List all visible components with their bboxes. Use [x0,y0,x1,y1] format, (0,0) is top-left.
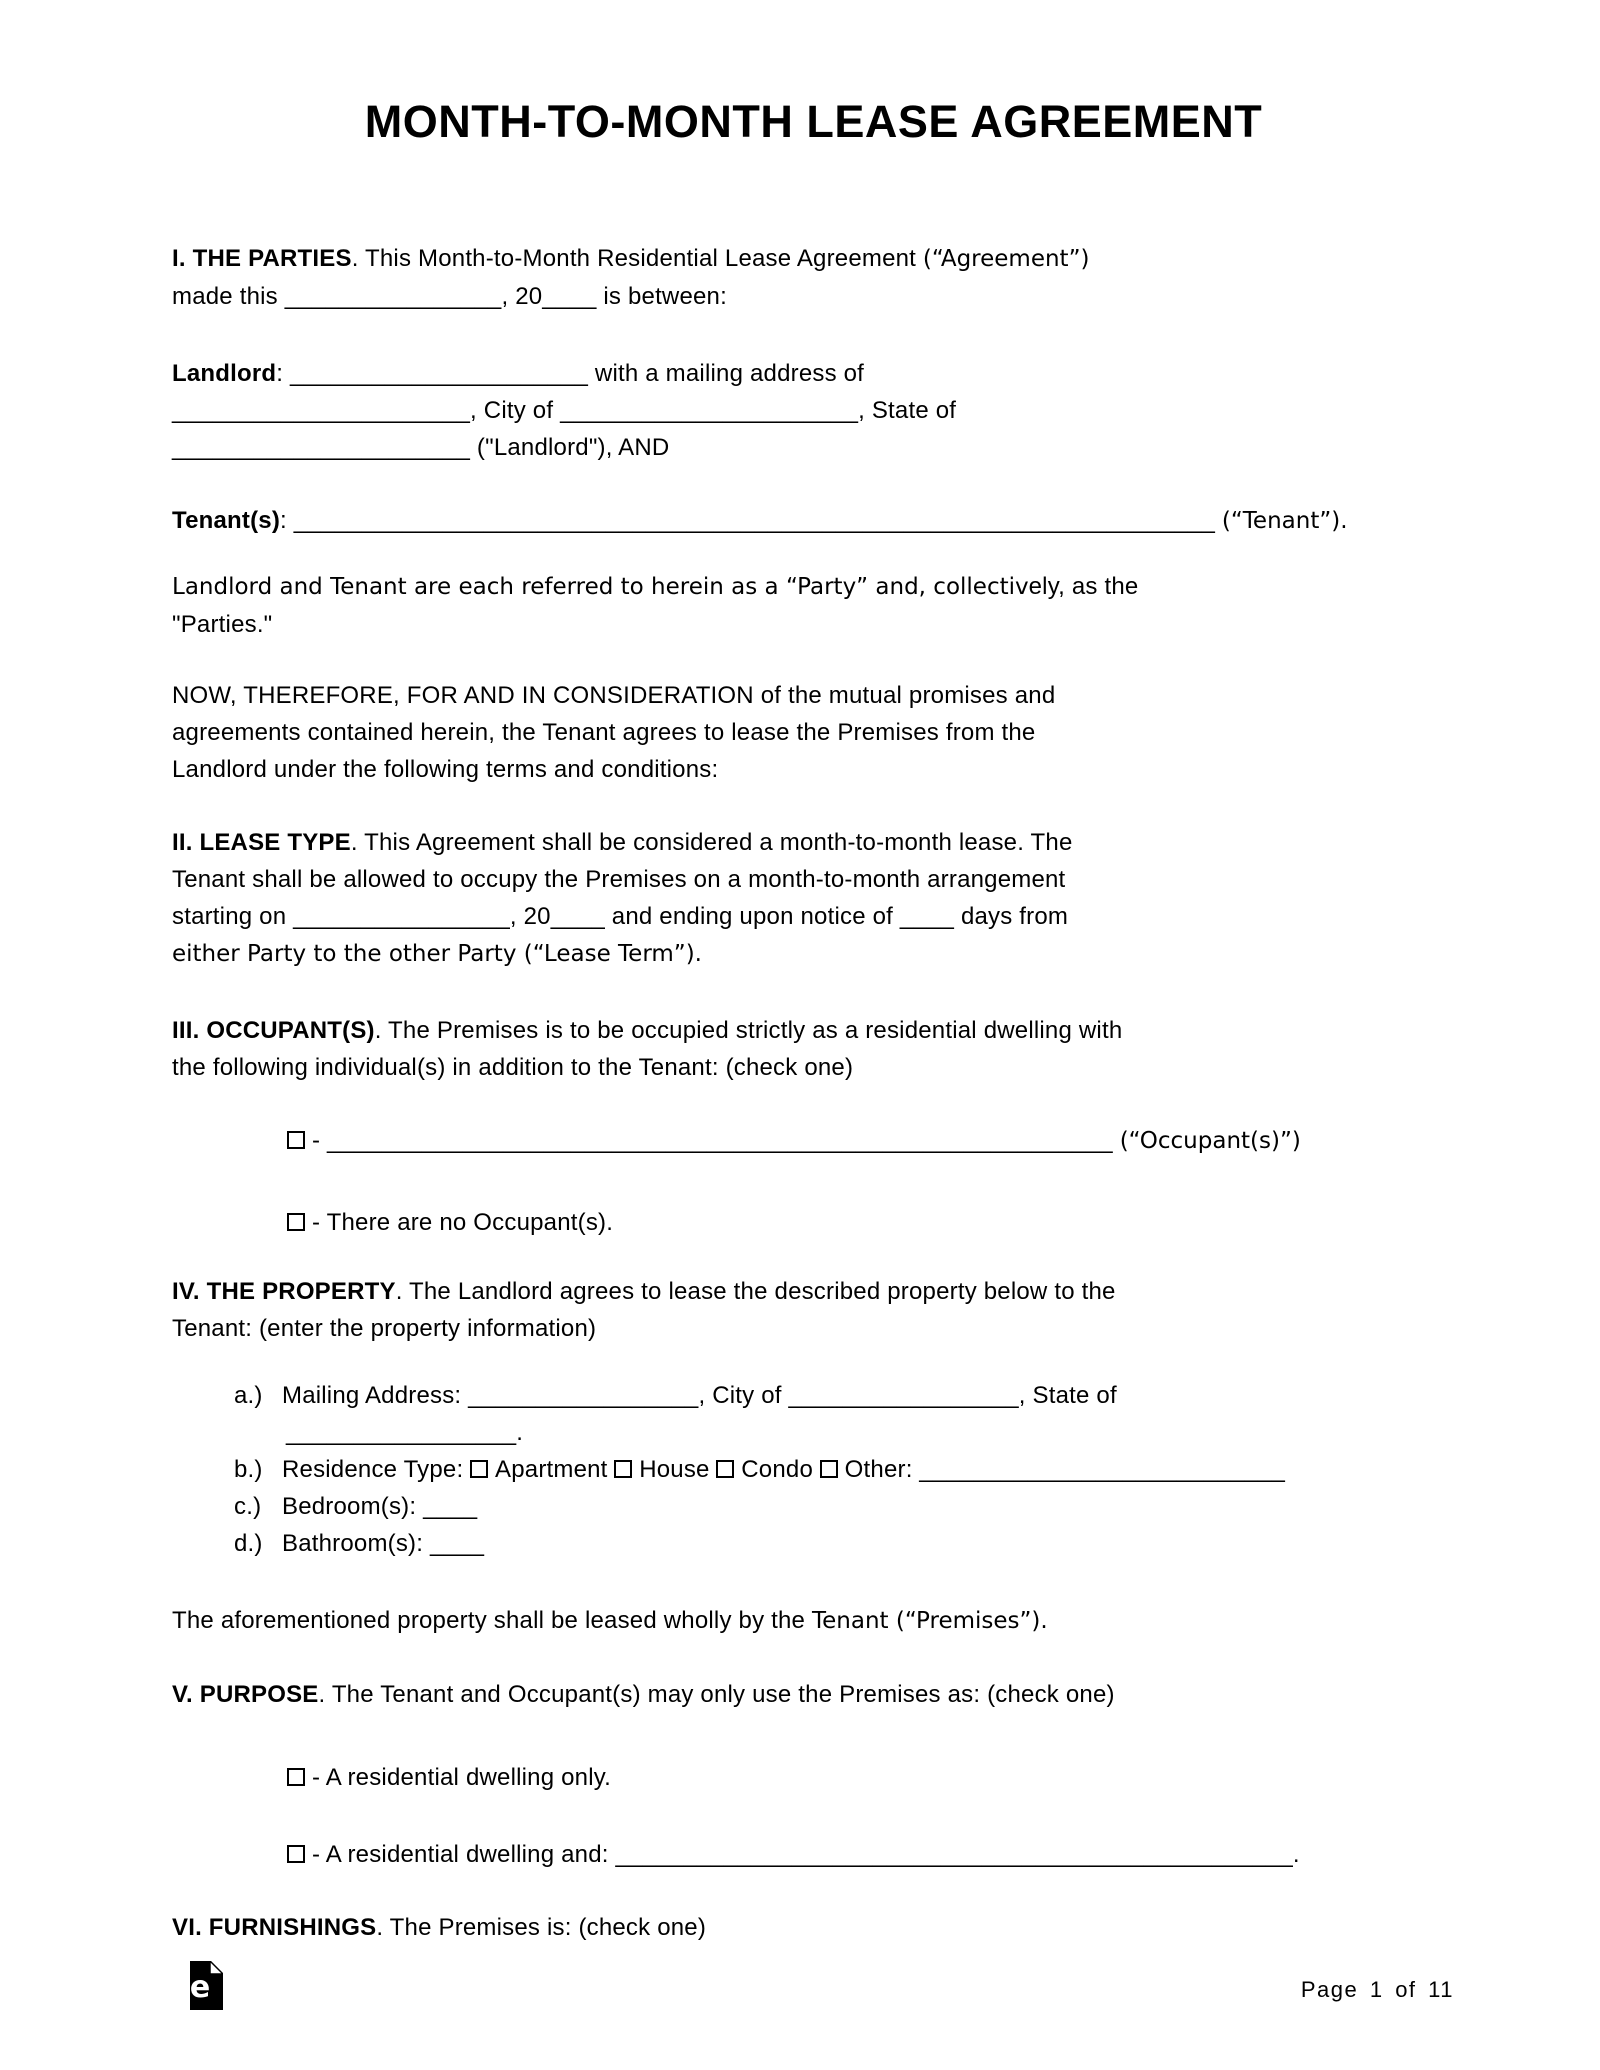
occupants-heading: III. OCCUPANT(S) [172,1017,375,1044]
occupant-checkbox[interactable] [287,1131,305,1149]
other-blank: ___________________________ [919,1456,1286,1483]
other-checkbox[interactable] [820,1460,838,1478]
landlord-state-blank: ______________________ ("Landlord"), AND [172,434,670,461]
consideration-clause [172,677,1455,788]
premises-note [172,1602,1455,1640]
item-c-prefix: c.) [234,1493,262,1520]
house-checkbox[interactable] [614,1460,632,1478]
mailing-address-blank: Mailing Address: _________________, City of _________________, State of [282,1382,1117,1409]
state-blank: _________________. [286,1419,524,1446]
parties-note-line2: "Parties." [172,611,273,638]
item-b-prefix: b.) [234,1456,263,1483]
landlord-address-blank: ______________________, City of ______________________, State of [172,397,957,424]
house-label: House [639,1456,710,1483]
document-content [172,96,1455,1946]
furnishings-heading: VI. FURNISHINGS [172,1914,377,1941]
purpose-option-dwelling-only [172,1759,1455,1796]
dwelling-and-blank: - A residential dwelling and: __________________________________________________. [312,1841,1300,1868]
dwelling-only-checkbox[interactable] [287,1768,305,1786]
occupants-line1: . The Premises is to be occupied strictly as a residential dwelling with [374,1017,1123,1044]
property-line1: . The Landlord agrees to lease the described property below to the [395,1278,1116,1305]
furnishings-line1: . The Premises is: (check one) [376,1914,707,1941]
agreement-ref: (“Agreement”) [922,246,1090,272]
property-item-mailing-address [234,1377,1455,1451]
parties-text: . This Month-to-Month Residential Lease Agreement [351,245,923,272]
lease-term-ref: either Party to the other Party (“Lease Term”). [172,941,702,967]
section-lease-type [172,824,1455,973]
no-occupant-label: - There are no Occupant(s). [312,1209,614,1236]
dwelling-and-checkbox[interactable] [287,1845,305,1863]
no-occupant-checkbox[interactable] [287,1213,305,1231]
landlord-name-blank: : ______________________ with a mailing address of [276,360,865,387]
premises-ref: Tenant (“Premises”). [811,1608,1048,1634]
condo-label: Condo [741,1456,813,1483]
section-tenant [172,502,1455,540]
section-parties [172,240,1455,315]
apartment-label: Apartment [495,1456,608,1483]
bathrooms-blank: Bathroom(s): ____ [282,1530,485,1557]
apartment-checkbox[interactable] [470,1460,488,1478]
occupant-names-blank: - __________________________________________________________ [312,1127,1120,1154]
tenant-ref: (“Tenant”). [1221,508,1348,534]
dwelling-only-label: - A residential dwelling only. [312,1764,612,1791]
property-item-bathrooms [234,1525,1455,1562]
lease-start-blank: starting on ________________, 20____ and ending upon notice of ____ days from [172,903,1069,930]
consideration-line2: agreements contained herein, the Tenant agrees to lease the Premises from the [172,719,1036,746]
section-landlord [172,355,1455,466]
document-title: MONTH-TO-MONTH LEASE AGREEMENT [364,96,1263,147]
consideration-line1: NOW, THEREFORE, FOR AND IN CONSIDERATION of the mutual promises and [172,682,1056,709]
item-d-prefix: d.) [234,1530,263,1557]
section-occupants [172,1012,1455,1086]
property-details-list [172,1377,1455,1562]
tenant-name-blank: : ____________________________________________________________________ [280,507,1222,534]
purpose-heading: V. PURPOSE [172,1681,319,1708]
occupants-option-named [172,1122,1455,1160]
lease-type-line2: Tenant shall be allowed to occupy the Premises on a month-to-month arrangement [172,866,1066,893]
other-label: Other: [844,1456,913,1483]
residence-type-label: Residence Type: [282,1456,464,1483]
section-property [172,1273,1455,1347]
section-furnishings [172,1909,1455,1946]
purpose-line1: . The Tenant and Occupant(s) may only use the Premises as: (check one) [318,1681,1115,1708]
property-item-residence-type [234,1451,1455,1488]
tenant-heading: Tenant(s) [172,507,281,534]
page-number: Page 1 of 11 [1300,1977,1454,2002]
purpose-option-dwelling-and [172,1836,1455,1873]
property-item-bedrooms [234,1488,1455,1525]
parties-date-blank: made this ________________, 20____ is between: [172,283,727,310]
condo-checkbox[interactable] [716,1460,734,1478]
parties-note [172,568,1455,643]
logo-letter: e [190,1970,211,2005]
parties-note-rest: ely, as the [1028,573,1139,600]
bedrooms-blank: Bedroom(s): ____ [282,1493,478,1520]
lease-type-line1: . This Agreement shall be considered a month-to-month lease. The [350,829,1073,856]
eforms-logo-icon [190,1961,223,2010]
property-heading: IV. THE PROPERTY [172,1278,396,1305]
item-a-prefix: a.) [234,1382,263,1409]
lease-type-heading: II. LEASE TYPE [172,829,351,856]
occupant-ref: (“Occupant(s)”) [1119,1128,1301,1154]
occupants-option-none [172,1204,1455,1241]
section-purpose [172,1676,1455,1713]
occupants-line2: the following individual(s) in addition to the Tenant: (check one) [172,1054,854,1081]
premises-note-text: The aforementioned property shall be leased wholly by the [172,1607,812,1634]
parties-note-text: Landlord and Tenant are each referred to herein as a “Party” and, collectiv [172,574,1029,600]
consideration-line3: Landlord under the following terms and conditions: [172,756,719,783]
parties-heading: I. THE PARTIES [172,245,352,272]
landlord-heading: Landlord [172,360,277,387]
property-line2: Tenant: (enter the property information) [172,1315,597,1342]
